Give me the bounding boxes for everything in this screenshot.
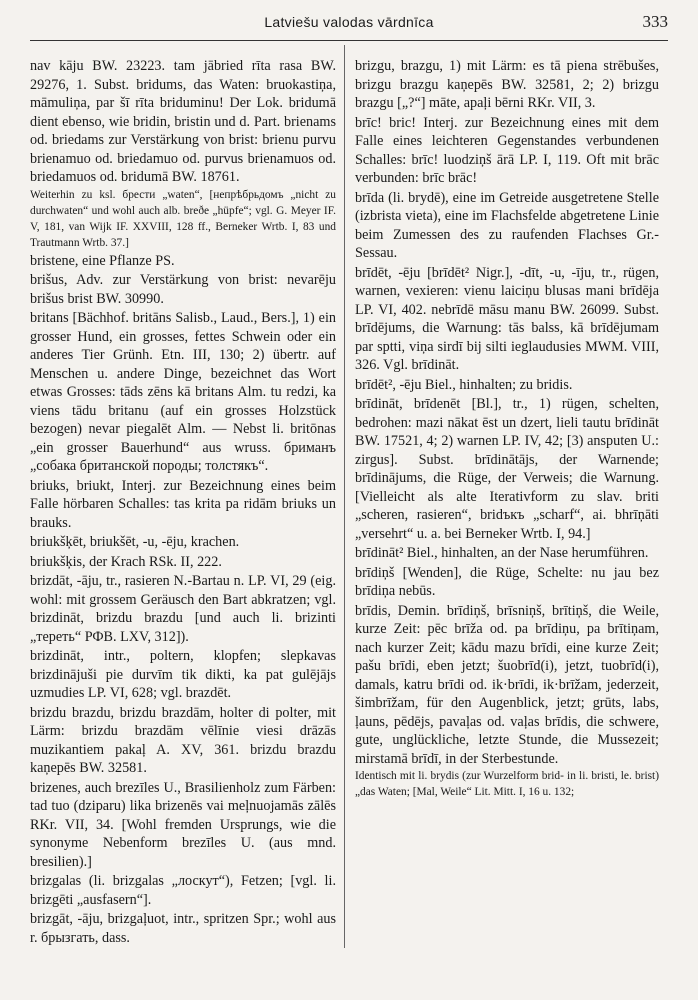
entry <box>30 704 336 778</box>
entry-text: brizdināt, intr., poltern, klopfen; slepkavas brizdinājuši pie durvīm tik dikti, ka pat gulējājs uzmudies LP. VI, 628; vgl. brazdēt. <box>30 648 336 701</box>
entry <box>30 477 336 533</box>
entry <box>30 252 336 271</box>
entry-text: brizgu, brazgu, 1) mit Lärm: es tā piena strēbušes, brizgu brazgu kaņepēs BW. 32581, 2; 2) brizgu brazgu [„?“] māte, apaļi bērni RKr. VII, 3. <box>355 58 659 111</box>
entry <box>30 57 336 251</box>
entry-text: bristene, eine Pflanze PS. <box>30 252 175 269</box>
header-rule <box>30 40 668 41</box>
entry <box>355 602 659 801</box>
entry-text: brīdēt, -ēju [brīdēt² Nigr.], -dīt, -u, -īju, tr., rügen, warnen, vexieren: vienu laiciņu blusas mani brīdēja LP. VI, 402. nebrīdē māsu manu BW. 26099. Subst. brīdējums, die Warnung: tās balss, kā brīdējumam par sptti, viņa sirdī bij silti ieglaudusies MWM. VIII, 326. Vgl. brīdināt. <box>355 264 659 373</box>
entry <box>30 553 336 572</box>
entry-text: brizenes, auch brezīles U., Brasilienholz zum Färben: tad tuo (dziparu) lika brizenēs vai meļnuojamās zālēs RKr. VII, 34. [Wohl fremden Ursprungs, wie die synonyme Nebenform brezīles U. (aus mnd. bresilien).] <box>30 779 336 870</box>
entry-text: brizgāt, -āju, brizgaļuot, intr., spritzen Spr.; wohl aus r. брызгать, dass. <box>30 911 336 946</box>
left-column <box>30 45 344 948</box>
entry-text: brīdiņš [Wenden], die Rüge, Schelte: nu jau bez brīdiņa nebūs. <box>355 564 659 599</box>
entry-note: Identisch mit li. brydis (zur Wurzelform brid- in li. bristi, le. brist) „das Waten; [Mal, Weile“ Lit. Mitt. I, 16 u. 132; <box>355 770 659 798</box>
entry-note: Weiterhin zu ksl. брести „waten“, [непрѣбрьдомъ „nicht zu durchwaten“ und wohl auch alb. breðe „hüpfe“; vgl. G. Meyer IF. V, 181, van Wijk IF. XXVIII, 128 ff., Berneker Wrtb. I, 83 und Trautmann Wrtb. 37.] <box>30 188 336 249</box>
entry <box>355 57 659 113</box>
entry <box>30 309 336 476</box>
entry-text: britans [Bächhof. britāns Salisb., Laud., Bers.], 1) ein grosser Hund, ein grosses, fettes Schwein oder ein anderes Tier Grünh. Etn. III, 130; 2) übertr. auf Menschen u. andere Dinge, bezeichnet das Wort etwas Grosses: tāds zēns kā britans Alm. tu redzi, ka viens tādu britanu (auf ein grosses Holzstück bezogen) nevar piegalēt Alm. — Nebst li. britōnas „ein grosser Bauerhund“ aus wruss. бриманъ „собака британской породы; толстякъ“. <box>30 310 336 474</box>
entry-text: brizdu brazdu, brizdu brazdām, holter di polter, mit Lärm: brizdu brazdām vēlīnie viesi drāzās muzikantiem pakaļ A. XV, 361. brizdu brazdu kaņepēs BW. 32581. <box>30 704 336 776</box>
entry <box>355 264 659 375</box>
entry-text: briukšķis, der Krach RSk. II, 222. <box>30 553 222 570</box>
entry-text: brīdināt² Biel., hinhalten, an der Nase herumführen. <box>355 545 649 561</box>
entry-text: brīdināt, brīdenēt [Bl.], tr., 1) rügen, schelten, bedrohen: mazi nākat ēst un dzert, lieli tautu brīdināt BW. 17521, 4; 2) warnen LP. IV, 42; [3) ansputen U.: zirgus]. Subst. brīdinātājs, der Warnende; brīdinājums, die Rüge, der Verweis; die Warnung. [Vielleicht als alte Iterativform zu slav. briti „scheren, rasieren“, bridъкъ „scharf“, ai. bhrīņāti „versehrt“ u. a. bei Berneker Wrtb. I, 94.] <box>355 396 659 542</box>
right-column <box>345 45 659 948</box>
entry-text: nav kāju BW. 23223. tam jābried rīta rasa BW. 29276, 1. Subst. bridums, das Waten: bruokastiņa, māmuliņa, par šī rīta briduminu! Der Lok. bridumā dient ebenso, wie bridin, bristin und d. Part. brienams od. briedams zur Verstärkung von brist: brienu purvu brienamuo od. briedamuo od. purvus brienamuos od. briedamuos od. bridumā BW. 18761. <box>30 58 336 185</box>
entry <box>30 533 336 552</box>
entry <box>30 779 336 872</box>
entry-text: brīdēt², -ēju Biel., hinhalten; zu bridis. <box>355 376 573 393</box>
entry-text: briukšķēt, briukšēt, -u, -ēju, krachen. <box>30 534 240 550</box>
entry <box>30 910 336 947</box>
entry <box>355 114 659 188</box>
two-column-body <box>30 45 668 948</box>
entry-text: brīdis, Demin. brīdiņš, brīsniņš, brītiņš, die Weile, kurze Zeit: pēc brīža od. pa brīdiņu, pa brītiņam, nach kurzer Zeit; kādu mazu brīdi, eine kurze Zeit; pašu brīdi, eben jetzt; šuobrīd(i), jetzt, tuobrīd(i), damals, katru brīdi od. ik·brīdi, ik·brīžam, jederzeit, šimbrīžam, für den Augenblick, jetzt; grūts, labs, ļauns, pēdējs, pavaļas od. vaļas brīdis, die schwere, gute, unglückliche, letzte Stunde, die Mussezeit; mirstamā brīdī, in der Sterbestunde. <box>355 602 659 767</box>
entry <box>355 564 659 601</box>
entry <box>355 544 659 563</box>
entry-text: brizgalas (li. brizgalas „лоскут“), Fetzen; [vgl. li. brizgēti „ausfasern“]. <box>30 873 336 908</box>
entry-text: briuks, briukt, Interj. zur Bezeichnung eines beim Falle hörbaren Schalles: tas krita pa ridām briuks un brauks. <box>30 477 336 531</box>
entry-text: brīda (li. brydē), eine im Getreide ausgetretene Stelle (izbrista vieta), eine im Flachsfelde abgetretene Linie beim Zumessen des zu raufenden Flachses Gr.-Sessau. <box>355 189 659 261</box>
running-title: Latviešu valodas vārdnīca <box>264 14 434 30</box>
page-number: 333 <box>642 12 668 31</box>
entry-text: brīc! bric! Interj. zur Bezeichnung eines mit dem Falle eines leichteren Gegenstandes verbundenen Schalles: brīc! luodziņš ārā LP. I, 119. Oft mit brāc verbunden: brīc brāc! <box>355 114 659 186</box>
entry <box>355 189 659 263</box>
page-header <box>30 0 668 40</box>
entry <box>30 647 336 703</box>
entry <box>30 572 336 646</box>
entry <box>30 271 336 308</box>
entry-text: brišus, Adv. zur Verstärkung von brist: nevarēju brišus brist BW. 30990. <box>30 272 336 307</box>
entry <box>355 395 659 543</box>
entry <box>30 872 336 909</box>
entry-text: brizdāt, -āju, tr., rasieren N.-Bartau n. LP. VI, 29 (eig. wohl: mit grossem Geräusch den Bart abkratzen; vgl. brizdināt, brizdu brazdu [und auch li. brizinti „тереть“ РФВ. LXV, 312]). <box>30 573 336 645</box>
entry <box>355 376 659 395</box>
